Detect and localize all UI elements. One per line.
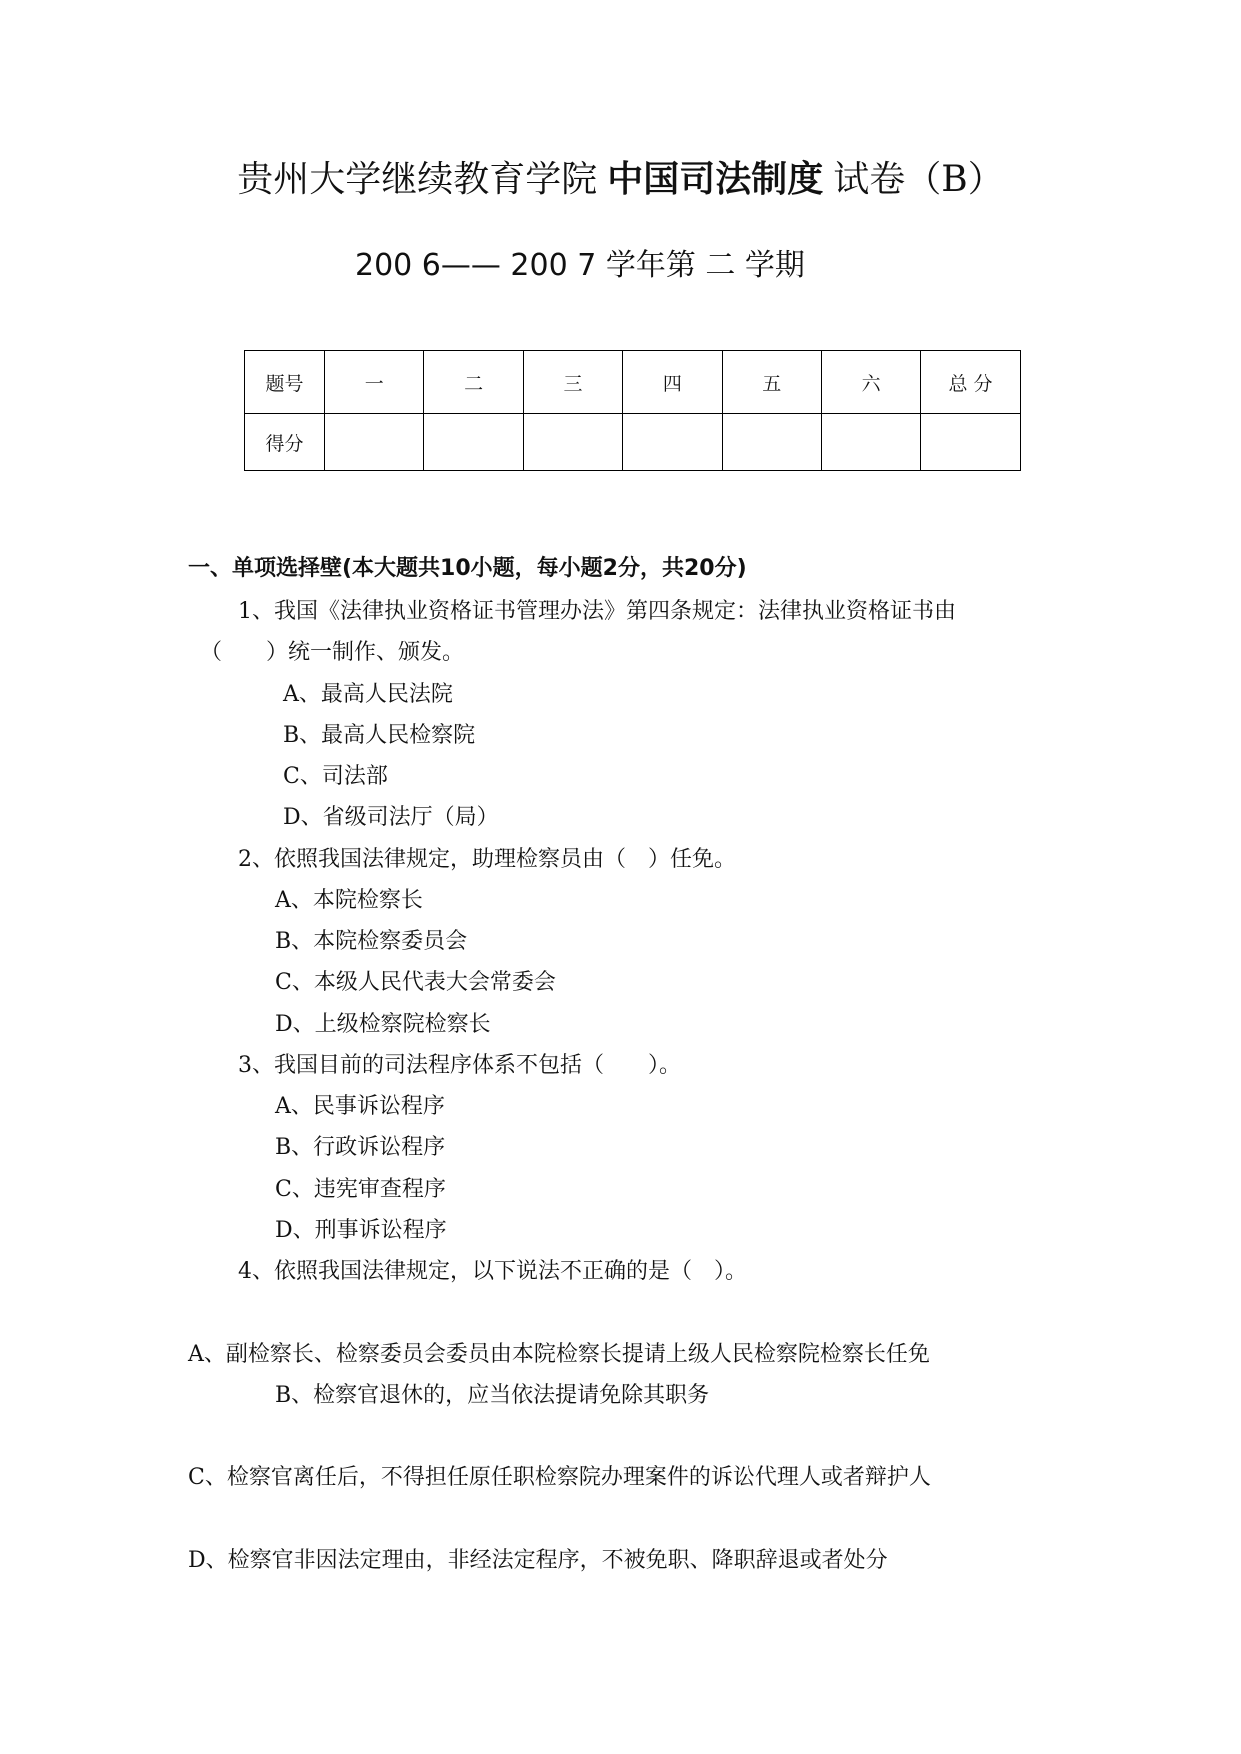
score-entry-cell [523, 414, 622, 471]
table-cell: 五 [722, 351, 821, 414]
question-4-option-d: D、检察官非因法定理由，非经法定程序，不被免职、降职辞退或者处分 [188, 1548, 888, 1573]
question-4-stem: 4、依照我国法律规定，以下说法不正确的是（ ）。 [238, 1259, 747, 1284]
question-2-option-c: C、本级人民代表大会常委会 [275, 970, 556, 995]
question-4-option-b: B、检察官退休的，应当依法提请免除其职务 [275, 1383, 710, 1408]
question-4-option-c: C、检察官离任后，不得担任原任职检察院办理案件的诉讼代理人或者辩护人 [188, 1465, 931, 1490]
score-entry-cell [424, 414, 523, 471]
question-1-option-a: A、最高人民法院 [283, 682, 453, 707]
question-1-stem-line-2: （ ）统一制作、颁发。 [200, 640, 465, 665]
question-2-option-a: A、本院检察长 [275, 888, 423, 913]
question-3-option-d: D、刑事诉讼程序 [275, 1218, 447, 1243]
table-cell: 二 [424, 351, 523, 414]
question-1-stem-line-1: 1、我国《法律执业资格证书管理办法》第四条规定：法律执业资格证书由 [238, 599, 956, 624]
score-entry-cell [821, 414, 920, 471]
course-name: 中国司法制度 [607, 159, 824, 200]
section-heading: 一、单项选择壁(本大题共10小题，每小题2分，共20分) [188, 556, 747, 581]
score-table-header-row [245, 351, 1021, 414]
table-cell: 题号 [245, 351, 325, 414]
page-title [0, 158, 1241, 202]
score-table [244, 350, 1021, 471]
question-2-option-b: B、本院检察委员会 [275, 929, 468, 954]
question-1-option-c: C、司法部 [283, 764, 388, 789]
question-4-option-a: A、副检察长、检察委员会委员由本院检察长提请上级人民检察院检察长任免 [188, 1342, 930, 1367]
table-cell: 总 分 [921, 351, 1020, 414]
question-1-option-b: B、最高人民检察院 [283, 723, 476, 748]
table-cell: 六 [821, 351, 920, 414]
question-2-stem: 2、依照我国法律规定，助理检察员由（ ）任免。 [238, 847, 736, 872]
paper-name: 试卷（B） [833, 159, 1004, 200]
score-entry-cell [623, 414, 722, 471]
institution-name: 贵州大学继续教育学院 [237, 159, 598, 200]
question-3-option-c: C、违宪审查程序 [275, 1177, 446, 1202]
table-cell: 四 [623, 351, 722, 414]
question-1-option-d: D、省级司法厅（局） [283, 805, 499, 830]
score-entry-cell [325, 414, 424, 471]
score-entry-cell [921, 414, 1020, 471]
question-3-option-b: B、行政诉讼程序 [275, 1135, 446, 1160]
question-3-stem: 3、我国目前的司法程序体系不包括（ ）。 [238, 1053, 681, 1078]
question-3-option-a: A、民事诉讼程序 [275, 1094, 445, 1119]
table-cell: 三 [523, 351, 622, 414]
score-entry-cell [722, 414, 821, 471]
table-cell: 一 [325, 351, 424, 414]
academic-term: 200 6—— 200 7 学年第 二 学期 [355, 248, 805, 283]
table-cell: 得分 [245, 414, 325, 471]
score-table-score-row [245, 414, 1021, 471]
question-2-option-d: D、上级检察院检察长 [275, 1012, 491, 1037]
